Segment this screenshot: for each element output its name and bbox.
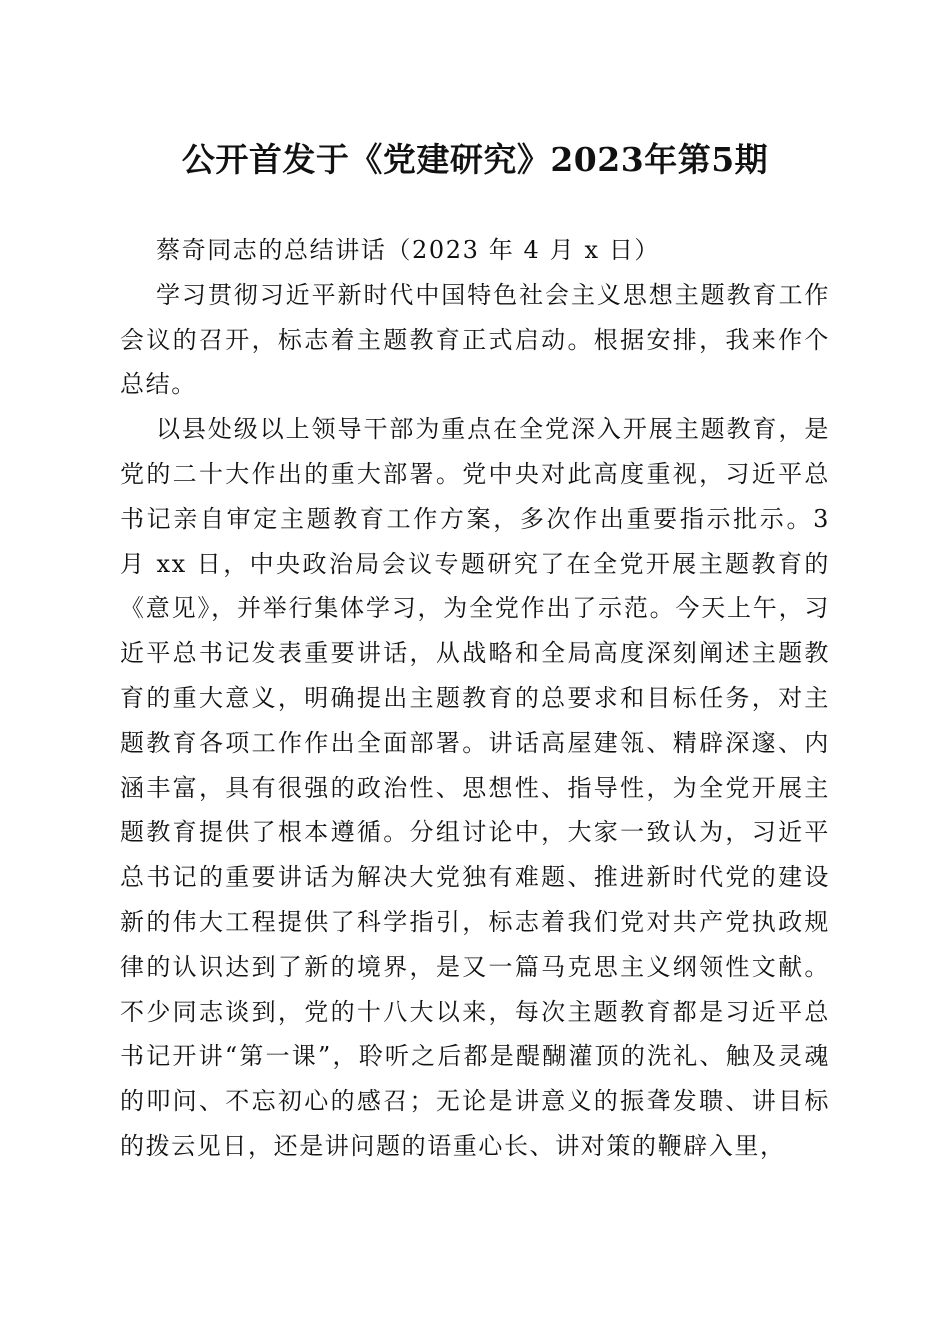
- document-body: [120, 228, 830, 1169]
- document-title: 公开首发于《党建研究》2023年第5期: [181, 140, 769, 179]
- paragraph-2: 以县处级以上领导干部为重点在全党深入开展主题教育，是党的二十大作出的重大部署。党中央对此高度重视，习近平总书记亲自审定主题教育工作方案，多次作出重要指示批示。3 月 xx 日，中央政治局会议专题研究了在全党开展主题教育的《意见》，并举行集体学习，为全党作出了示范。今天上午，习近平总书记发表重要讲话，从战略和全局高度深刻阐述主题教育的重大意义，明确提出主题教育的总要求和目标任务，对主题教育各项工作作出全面部署。讲话高屋建瓴、精辟深邃、内涵丰富，具有很强的政治性、思想性、指导性，为全党开展主题教育提供了根本遵循。分组讨论中，大家一致认为，习近平总书记的重要讲话为解决大党独有难题、推进新时代党的建设新的伟大工程提供了科学指引，标志着我们党对共产党执政规律的认识达到了新的境界，是又一篇马克思主义纲领性文献。不少同志谈到，党的十八大以来，每次主题教育都是习近平总书记开讲“第一课”，聆听之后都是醍醐灌顶的洗礼、触及灵魂的叩问、不忘初心的感召；无论是讲意义的振聋发聩、讲目标的拨云见日，还是讲问题的语重心长、讲对策的鞭辟入里，: [120, 415, 830, 1160]
- paragraph-1: 学习贯彻习近平新时代中国特色社会主义思想主题教育工作会议的召开，标志着主题教育正式启动。根据安排，我来作个总结。: [120, 280, 830, 399]
- byline: 蔡奇同志的总结讲话（2023 年 4 月 x 日）: [156, 236, 661, 264]
